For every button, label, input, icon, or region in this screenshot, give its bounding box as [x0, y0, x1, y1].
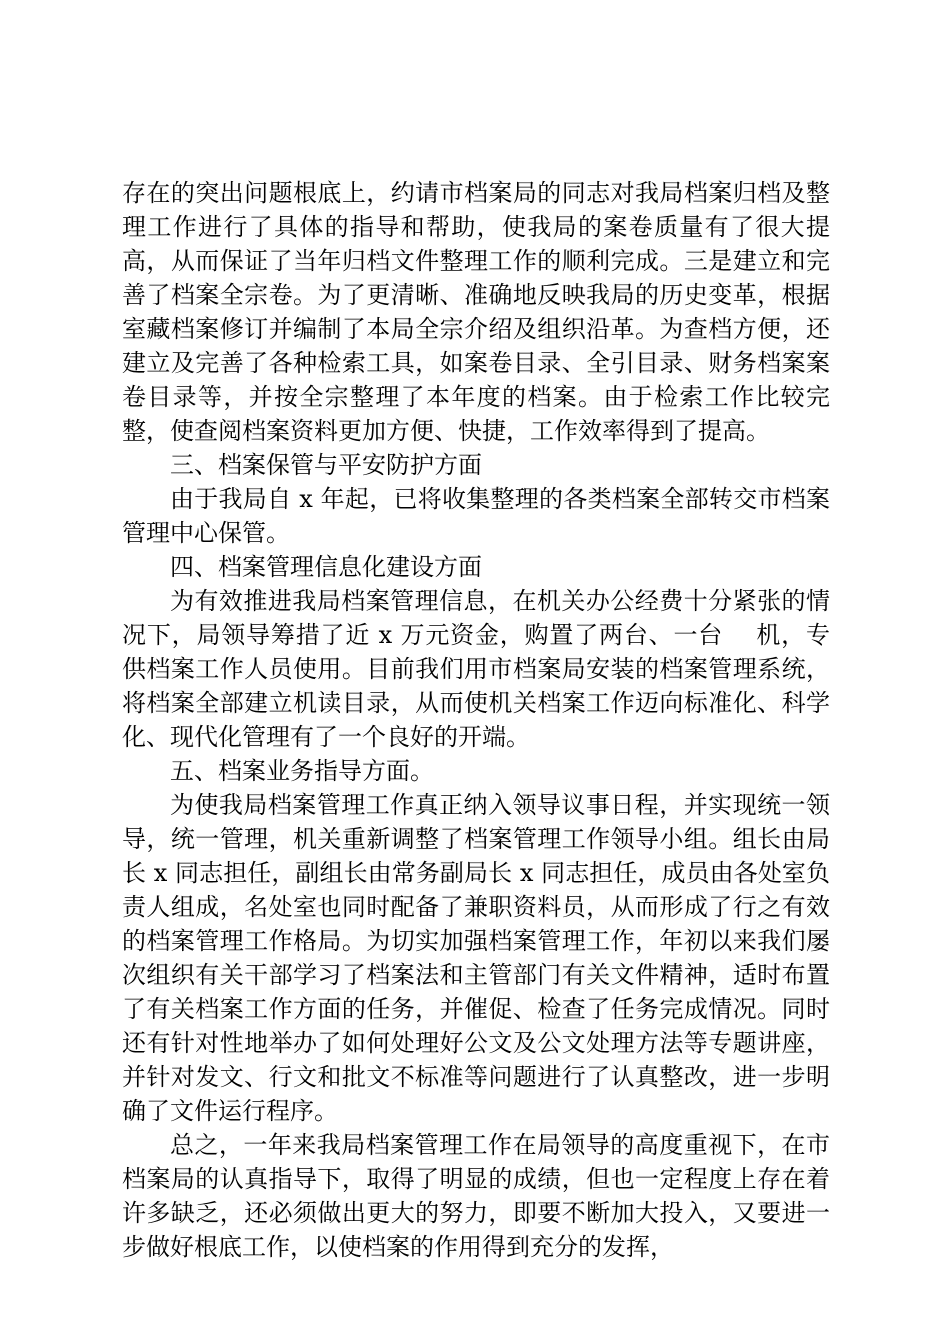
- paragraph-continuation: 存在的突出问题根底上，约请市档案局的同志对我局档案归档及整理工作进行了具体的指导和帮助，使我局的案卷质量有了很大提高，从而保证了当年归档文件整理工作的顺利完成。三是建立和完善了档案全宗卷。为了更清晰、准确地反映我局的历史变革，根据室藏档案修订并编制了本局全宗介绍及组织沿革。为查档方便，还建立及完善了各种检索工具，如案卷目录、全引目录、财务档案案卷目录等，并按全宗整理了本年度的档案。由于检索工作比较完整，使查阅档案资料更加方便、快捷，工作效率得到了提高。: [122, 179, 830, 445]
- paragraph-storage: 由于我局自 x 年起，已将收集整理的各类档案全部转交市档案管理中心保管。: [122, 485, 830, 547]
- section-heading-guidance: 五、档案业务指导方面。: [170, 757, 434, 785]
- section-heading-informatization: 四、档案管理信息化建设方面: [170, 553, 482, 581]
- document-page: [122, 176, 830, 1264]
- paragraph-informatization: 为有效推进我局档案管理信息，在机关办公经费十分紧张的情况下，局领导筹措了近 x 万元资金，购置了两台、一台 机，专供档案工作人员使用。目前我们用市档案局安装的档案管理系统，将档案全部建立机读目录，从而使机关档案工作迈向标准化、科学化、现代化管理有了一个良好的开端。: [122, 587, 830, 751]
- section-heading-storage-security: 三、档案保管与平安防护方面: [170, 451, 482, 479]
- paragraph-summary: 总之，一年来我局档案管理工作在局领导的高度重视下，在市档案局的认真指导下，取得了明显的成绩，但也一定程度上存在着许多缺乏，还必须做出更大的努力，即要不断加大投入，又要进一步做好根底工作，以使档案的作用得到充分的发挥，: [122, 1131, 830, 1261]
- paragraph-guidance: 为使我局档案管理工作真正纳入领导议事日程，并实现统一领导，统一管理，机关重新调整了档案管理工作领导小组。组长由局长 x 同志担任，副组长由常务副局长 x 同志担任，成员由各处室负责人组成，名处室也同时配备了兼职资料员，从而形成了行之有效的档案管理工作格局。为切实加强档案管理工作，年初以来我们屡次组织有关干部学习了档案法和主管部门有关文件精神，适时布置了有关档案工作方面的任务，并催促、检查了任务完成情况。同时还有针对性地举办了如何处理好公文及公文处理方法等专题讲座，并针对发文、行文和批文不标准等问题进行了认真整改，进一步明确了文件运行程序。: [122, 791, 830, 1125]
